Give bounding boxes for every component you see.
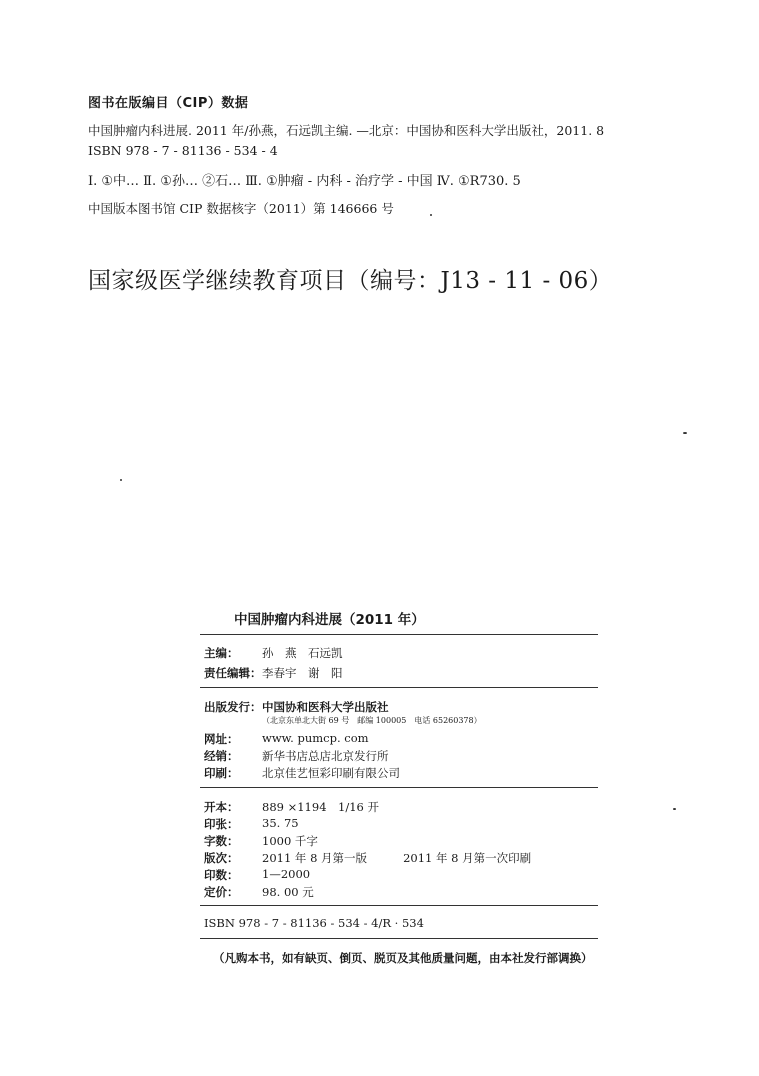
scan-speck [683, 432, 687, 434]
scan-speck [120, 479, 122, 481]
printer-value: 北京佳艺恒彩印刷有限公司 [262, 766, 400, 780]
divider [200, 787, 598, 788]
printing-value: 2011 年 8 月第一次印刷 [403, 851, 532, 865]
word-count-row [204, 833, 318, 849]
divider [200, 687, 598, 688]
sheets-row [204, 816, 299, 832]
word-count-value: 1000 千字 [262, 834, 318, 848]
printer-row [204, 765, 400, 781]
print-run-row [204, 867, 310, 883]
price-value: 98. 00 元 [262, 885, 314, 899]
word-count-label: 字数： [204, 834, 239, 848]
responsible-editor-row [204, 665, 343, 681]
scan-speck [673, 808, 676, 810]
print-run-value: 1—2000 [262, 867, 311, 881]
sheets-value: 35. 75 [262, 816, 299, 830]
chief-editor-label: 主编： [204, 646, 239, 660]
sheets-label: 印张： [204, 817, 239, 831]
edition-value: 2011 年 8 月第一版 [262, 851, 368, 865]
scan-speck [430, 214, 432, 216]
edition-row [204, 850, 531, 866]
divider [200, 938, 598, 939]
responsible-editor-value: 李春宇 谢 阳 [262, 666, 343, 680]
website-value: www. pumcp. com [262, 731, 369, 745]
publisher-row [204, 699, 389, 715]
price-row [204, 884, 314, 900]
divider [200, 634, 598, 635]
format-value: 889 ×1194 1/16 开 [262, 800, 379, 814]
print-run-label: 印数： [204, 868, 239, 882]
quality-notice: （凡购本书，如有缺页、倒页、脱页及其他质量问题，由本社发行部调换） [213, 951, 593, 965]
isbn-full: ISBN 978 - 7 - 81136 - 534 - 4/R · 534 [204, 916, 424, 930]
distributor-row [204, 748, 389, 764]
chief-editor-value: 孙 燕 石远凯 [262, 646, 343, 660]
responsible-editor-label: 责任编辑： [204, 666, 262, 680]
distributor-value: 新华书店总店北京发行所 [262, 749, 389, 763]
cip-isbn-line: ISBN 978 - 7 - 81136 - 534 - 4 [88, 143, 278, 158]
cip-title-line: 中国肿瘤内科进展. 2011 年/孙燕，石远凯主编. —北京：中国协和医科大学出版社，2011. 8 [88, 123, 605, 138]
printer-label: 印刷： [204, 766, 239, 780]
publisher-value: 中国协和医科大学出版社 [262, 700, 389, 714]
cip-record-number-line: 中国版本图书馆 CIP 数据核字（2011）第 146666 号 [88, 201, 394, 216]
publisher-address: （北京东单北大街 69 号 邮编 100005 电话 65260378） [262, 716, 482, 725]
edition-label: 版次： [204, 851, 239, 865]
price-label: 定价： [204, 885, 239, 899]
colophon-title: 中国肿瘤内科进展（2011 年） [234, 612, 425, 628]
website-label: 网址： [204, 732, 239, 746]
cip-classification-line: Ⅰ. ①中… Ⅱ. ①孙… ②石… Ⅲ. ①肿瘤 - 内科 - 治疗学 - 中国 Ⅳ. ①R730. 5 [88, 174, 521, 189]
distributor-label: 经销： [204, 749, 239, 763]
website-row [204, 731, 369, 747]
format-label: 开本： [204, 800, 239, 814]
project-heading: 国家级医学继续教育项目（编号：J13 - 11 - 06） [88, 268, 613, 294]
cip-heading: 图书在版编目（CIP）数据 [88, 96, 249, 111]
chief-editor-row [204, 645, 343, 661]
format-row [204, 799, 379, 815]
divider [200, 905, 598, 906]
publisher-label: 出版发行： [204, 700, 262, 714]
